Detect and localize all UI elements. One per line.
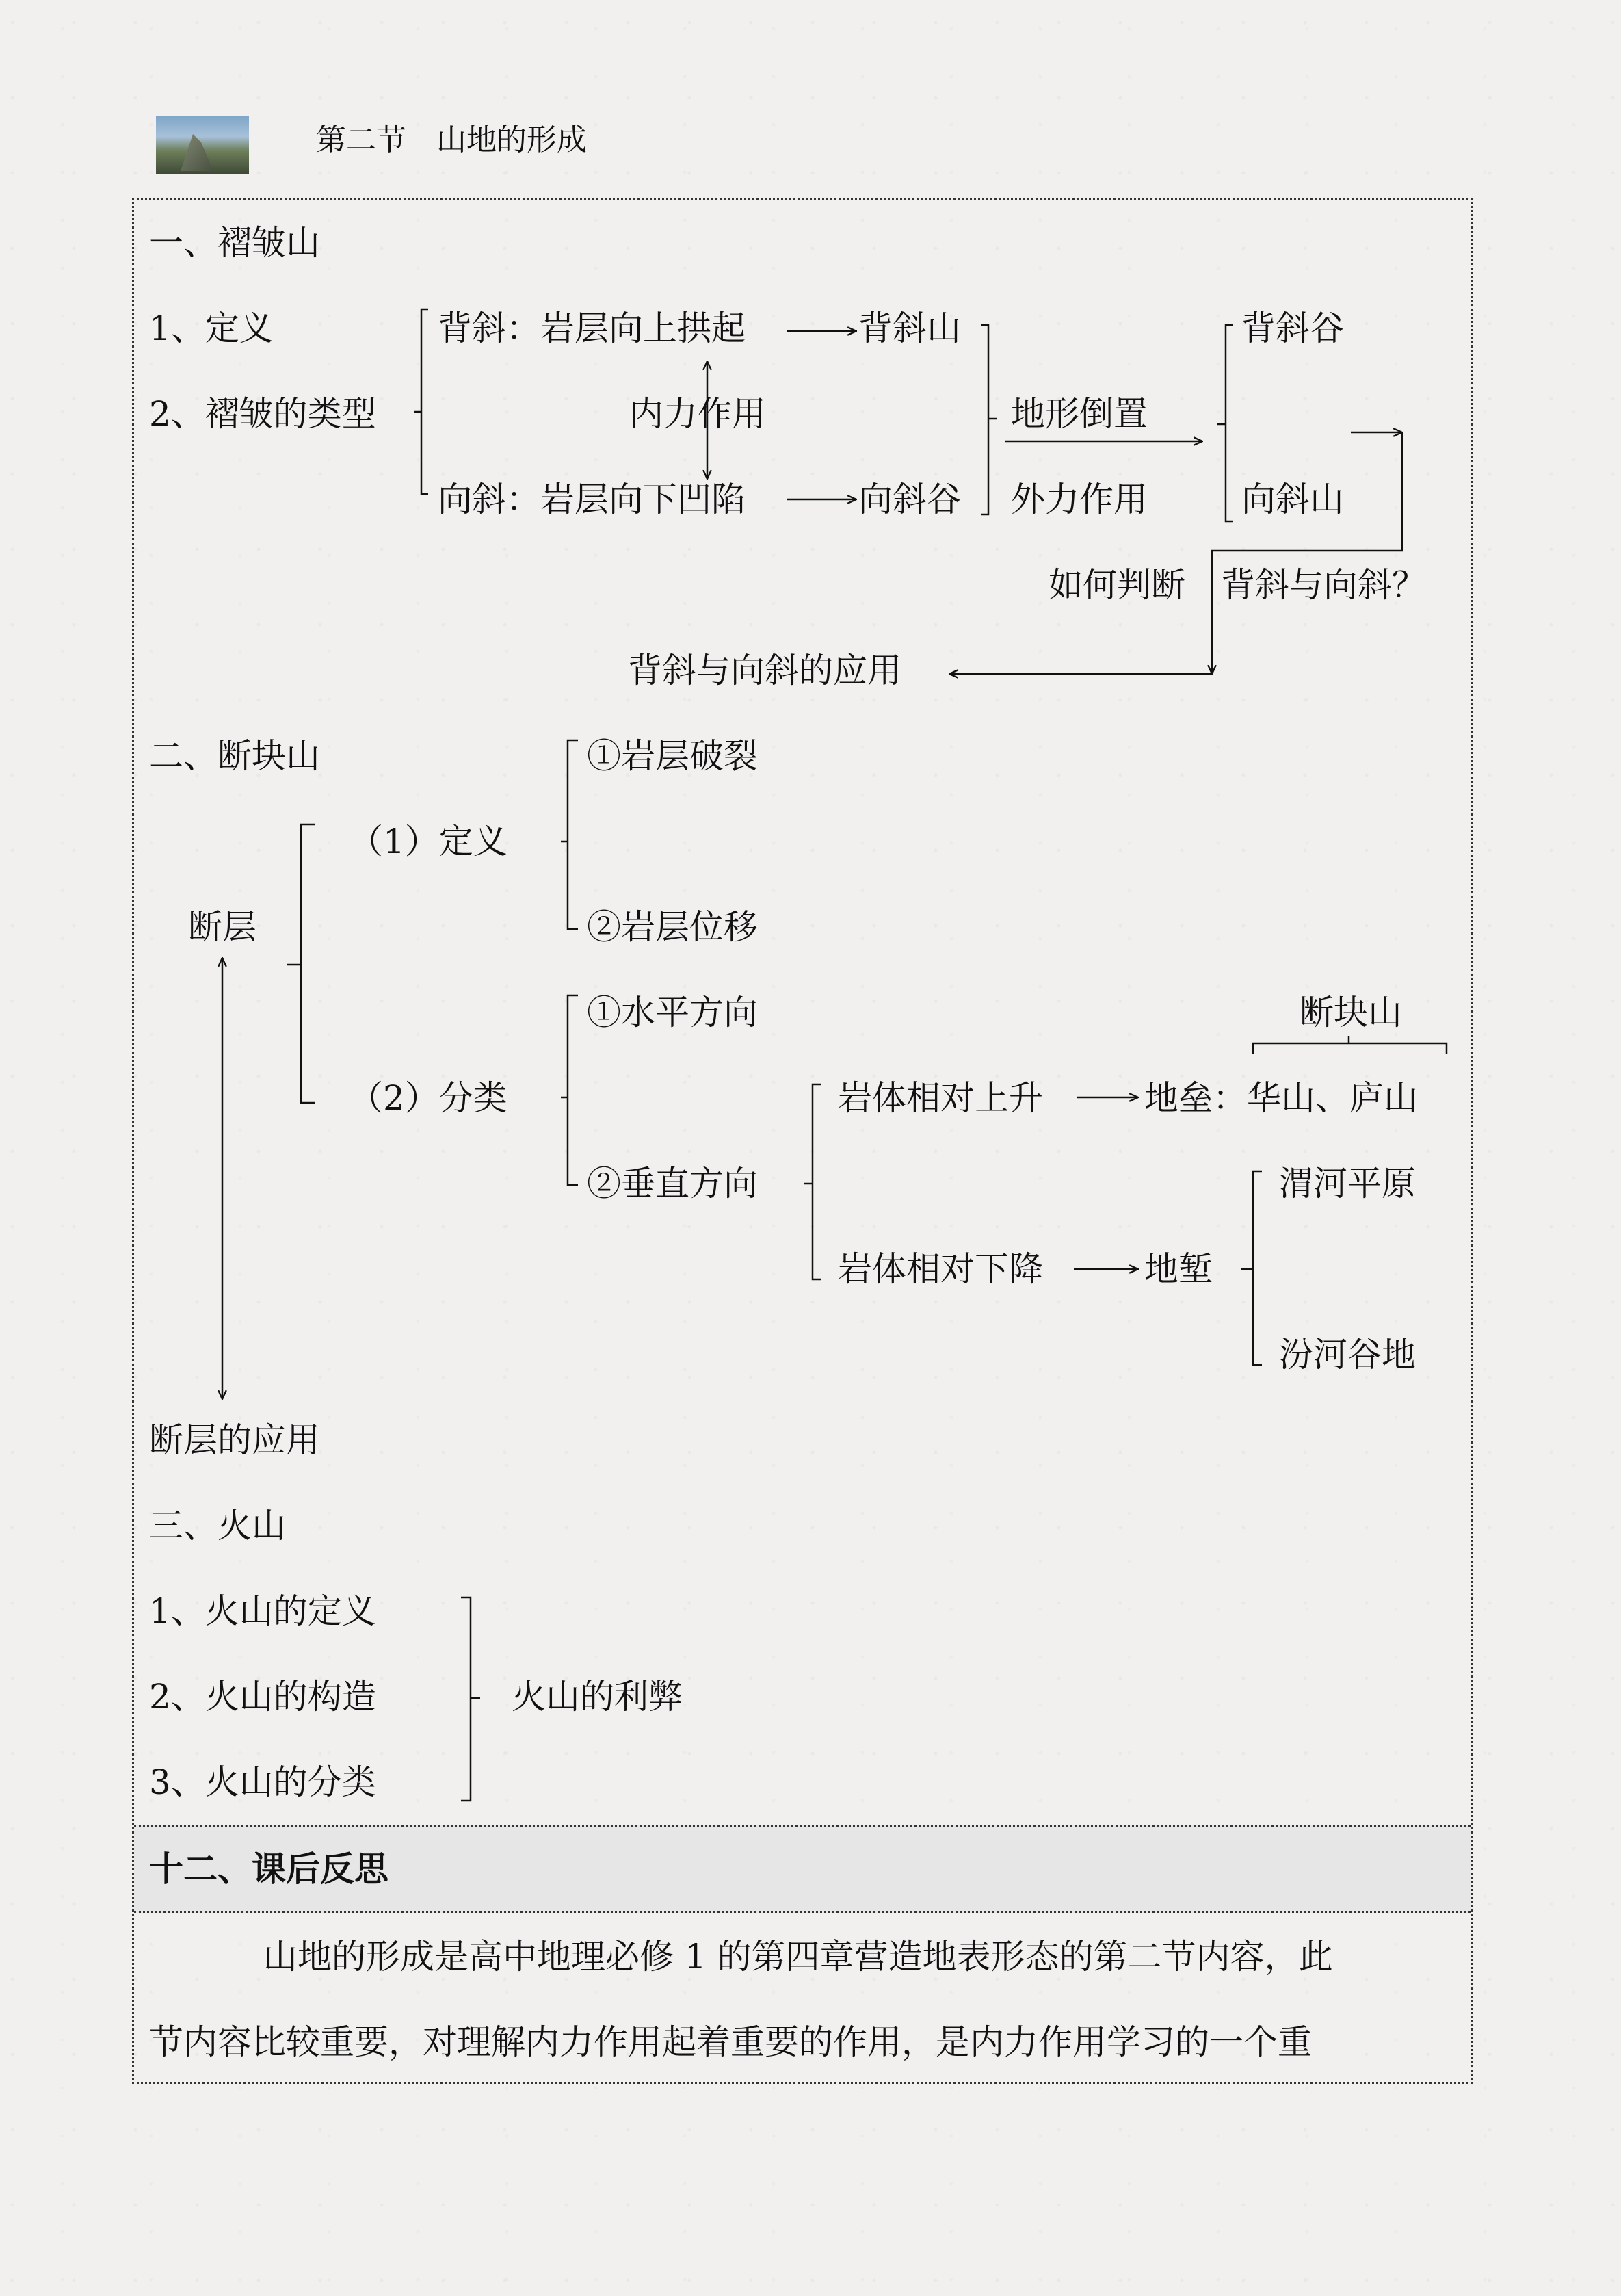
volcano-heading: 三、火山 [149, 1506, 286, 1545]
internal-force-label: 内力作用 [629, 394, 766, 434]
reflection-line-2: 节内容比较重要，对理解内力作用起着重要的作用，是内力作用学习的一个重 [149, 2022, 1312, 2062]
fault-definition-label: （1）定义 [349, 822, 508, 861]
syncline-text: 向斜：岩层向下凹陷 [438, 480, 746, 519]
horst-label: 地垒：华山、庐山 [1144, 1078, 1418, 1118]
fold-heading: 一、褶皱山 [149, 223, 320, 263]
definition-bracket [568, 740, 578, 929]
fold-item-definition: 1、定义 [149, 309, 274, 348]
graben-bracket [1253, 1171, 1262, 1365]
reflection-heading: 十二、课后反思 [149, 1849, 388, 1889]
fault-main-bracket [301, 824, 315, 1103]
classification-bracket [568, 995, 578, 1185]
fold-types-bracket [421, 309, 428, 494]
volcano-pros-cons: 火山的利弊 [512, 1677, 683, 1717]
how-to-judge-label: 如何判断 [1049, 565, 1185, 605]
block-mountain-label: 断块山 [1300, 993, 1402, 1032]
fault-class-horizontal: ①水平方向 [587, 993, 758, 1032]
judge-question: 背斜与向斜？ [1221, 565, 1426, 605]
syncline-mountain: 向斜山 [1241, 480, 1344, 519]
terrain-inversion-label: 地形倒置 [1011, 394, 1148, 434]
anticline-text: 背斜：岩层向上拱起 [438, 309, 746, 348]
block-mountain-bracket [1253, 1043, 1447, 1054]
weihe-plain: 渭河平原 [1279, 1164, 1416, 1203]
reflection-line-1: 山地的形成是高中地理必修 1 的第四章营造地表形态的第二节内容，此 [263, 1937, 1333, 1977]
rock-rise-label: 岩体相对上升 [838, 1078, 1043, 1118]
volcano-bracket [461, 1597, 471, 1801]
fault-heading: 二、断块山 [149, 736, 320, 776]
syncline-valley: 向斜谷 [858, 480, 961, 519]
vertical-bracket [813, 1084, 821, 1279]
volcano-item-structure: 2、火山的构造 [149, 1677, 376, 1717]
anticline-mountain: 背斜山 [858, 309, 961, 348]
fault-label: 断层 [188, 907, 256, 947]
result-bracket [1226, 325, 1233, 521]
fenhe-valley: 汾河谷地 [1279, 1335, 1416, 1374]
fault-definition-1: ①岩层破裂 [587, 736, 758, 776]
fault-definition-2: ②岩层位移 [587, 907, 758, 947]
external-force-label: 外力作用 [1011, 480, 1148, 519]
fold-application: 背斜与向斜的应用 [628, 651, 901, 690]
judge-connector [1212, 432, 1402, 674]
anticline-valley: 背斜谷 [1241, 309, 1344, 348]
fault-class-vertical: ②垂直方向 [587, 1164, 758, 1203]
graben-label: 地堑 [1144, 1249, 1213, 1289]
rock-fall-label: 岩体相对下降 [838, 1249, 1043, 1289]
fault-classification-label: （2）分类 [349, 1078, 508, 1118]
fault-application: 断层的应用 [149, 1420, 320, 1460]
section-title: 第二节 山地的形成 [316, 122, 587, 157]
volcano-item-classification: 3、火山的分类 [149, 1762, 376, 1802]
mountain-valley-bracket [981, 325, 988, 514]
fold-item-types: 2、褶皱的类型 [149, 394, 376, 434]
volcano-item-definition: 1、火山的定义 [149, 1591, 376, 1631]
